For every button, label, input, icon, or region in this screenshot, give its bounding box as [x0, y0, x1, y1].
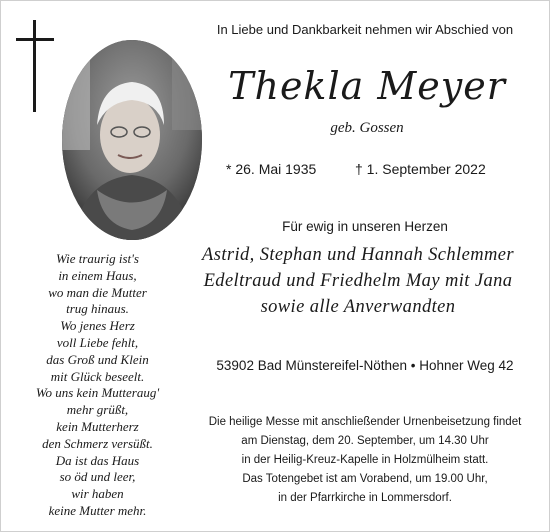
portrait-photo [62, 40, 202, 240]
poem-line: Da ist das Haus [55, 452, 140, 468]
poem-line: trug hinaus. [66, 301, 129, 317]
service-line: in der Heilig-Kreuz-Kapelle in Holzmülheim statt. [241, 454, 489, 466]
service-info [185, 413, 545, 508]
poem-line: mehr grüßt, [66, 402, 129, 418]
service-line: am Dienstag, dem 20. September, um 14.30 Uhr [241, 435, 489, 447]
birth-date: * 26. Mai 1935 [226, 161, 317, 177]
motto: Für ewig in unseren Herzen [282, 219, 448, 234]
poem-line: wo man die Mutter [48, 284, 147, 300]
poem-line: wir haben [71, 486, 124, 502]
mourner-line: Astrid, Stephan und Hannah Schlemmer [202, 245, 514, 265]
cross-icon [16, 20, 54, 112]
address: 53902 Bad Münstereifel-Nöthen • Hohner Weg 42 [216, 358, 514, 373]
mourner-line: Edeltraud und Friedhelm May mit Jana [203, 271, 513, 291]
poem-line: mit Glück beseelt. [50, 368, 145, 384]
poem-line: voll Liebe fehlt, [56, 334, 139, 350]
service-line: Die heilige Messe mit anschließender Urnenbeisetzung findet [208, 416, 522, 428]
poem-line: Wo jenes Herz [60, 318, 135, 334]
mourners-list [178, 242, 538, 320]
poem-line: den Schmerz versüßt. [42, 435, 153, 451]
poem-line: Wie traurig ist's [56, 251, 139, 266]
poem-line: Wo uns kein Mutteraug' [35, 385, 160, 401]
deceased-name: Thekla Meyer [228, 64, 506, 108]
poem-line: in einem Haus, [58, 267, 137, 283]
poem-line: das Groß und Klein [46, 351, 149, 367]
poem-line: so öd und leer, [59, 469, 136, 485]
service-line: in der Pfarrkirche in Lommersdorf. [278, 492, 452, 504]
poem-line: keine Mutter mehr. [48, 502, 147, 518]
death-date: † 1. September 2022 [355, 161, 486, 177]
mourner-line: sowie alle Anverwandten [260, 297, 456, 317]
intro-text: In Liebe und Dankbarkeit nehmen wir Abschied von [216, 22, 514, 37]
poem [10, 251, 185, 520]
birth-name: geb. Gossen [330, 120, 404, 136]
service-line: Das Totengebet ist am Vorabend, um 19.00 Uhr, [242, 473, 488, 485]
poem-line: kein Mutterherz [56, 418, 139, 434]
